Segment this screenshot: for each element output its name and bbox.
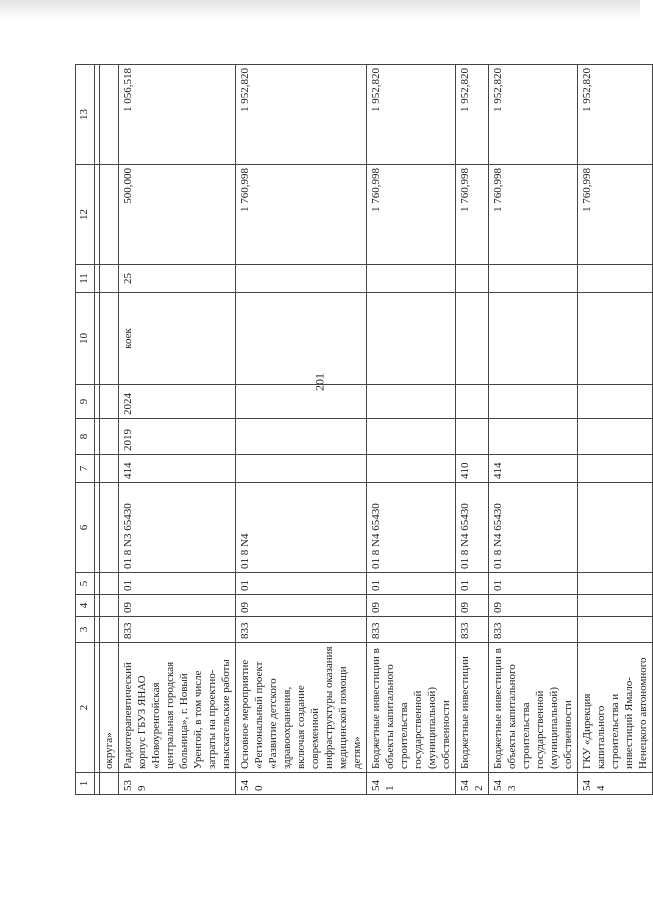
cell-c7: 414 xyxy=(119,455,236,483)
row-number: 541 xyxy=(367,773,456,795)
row-number: 539 xyxy=(119,773,236,795)
cell-c7 xyxy=(236,455,367,483)
header-cell: 5 xyxy=(76,573,95,595)
cell-c9 xyxy=(367,385,456,419)
cell-c4: 09 xyxy=(456,595,489,617)
cell-c11 xyxy=(367,265,456,293)
cell-c8 xyxy=(489,419,578,455)
cell-c5: 01 xyxy=(236,573,367,595)
cell-c7 xyxy=(100,455,119,483)
table-row xyxy=(578,65,653,795)
scan-top-edge xyxy=(0,0,640,20)
cell-c3 xyxy=(578,617,653,643)
row-description: округа» xyxy=(100,643,119,773)
cell-c10 xyxy=(236,293,367,385)
cell-c13: 1 952,820 xyxy=(578,65,653,165)
row-number xyxy=(100,773,119,795)
cell-c3: 833 xyxy=(456,617,489,643)
budget-table xyxy=(75,64,653,795)
cell-c6 xyxy=(100,483,119,573)
header-cell: 4 xyxy=(76,595,95,617)
cell-c3: 833 xyxy=(367,617,456,643)
header-cell: 10 xyxy=(76,293,95,385)
cell-c12: 1 760,998 xyxy=(489,165,578,265)
cell-c9 xyxy=(489,385,578,419)
cell-c10 xyxy=(456,293,489,385)
cell-c12 xyxy=(100,165,119,265)
header-cell: 1 xyxy=(76,773,95,795)
cell-c5: 01 xyxy=(119,573,236,595)
cell-c10: коек xyxy=(119,293,236,385)
row-description: Бюджетные инвестиции в объекты капитального строительства государственной (муниципальной) собственности xyxy=(367,643,456,773)
header-cell: 11 xyxy=(76,265,95,293)
cell-c9: 2024 xyxy=(119,385,236,419)
cell-c7: 410 xyxy=(456,455,489,483)
row-description: Бюджетные инвестиции xyxy=(456,643,489,773)
cell-c6: 01 8 N4 65430 xyxy=(489,483,578,573)
cell-c11 xyxy=(578,265,653,293)
cell-c6: 01 8 N4 65430 xyxy=(367,483,456,573)
table-row xyxy=(489,65,578,795)
cell-c4 xyxy=(100,595,119,617)
cell-c10 xyxy=(100,293,119,385)
cell-c13: 1 952,820 xyxy=(236,65,367,165)
cell-c6: 01 8 N3 65430 xyxy=(119,483,236,573)
table-row xyxy=(456,65,489,795)
cell-c8 xyxy=(456,419,489,455)
header-cell: 9 xyxy=(76,385,95,419)
cell-c5: 01 xyxy=(489,573,578,595)
row-number: 544 xyxy=(578,773,653,795)
header-row xyxy=(76,65,95,795)
cell-c11 xyxy=(236,265,367,293)
row-number: 543 xyxy=(489,773,578,795)
header-cell: 2 xyxy=(76,643,95,773)
cell-c8: 2019 xyxy=(119,419,236,455)
cell-c7 xyxy=(367,455,456,483)
cell-c10 xyxy=(367,293,456,385)
cell-c12: 1 760,998 xyxy=(456,165,489,265)
header-cell: 12 xyxy=(76,165,95,265)
cell-c4: 09 xyxy=(367,595,456,617)
cell-c4: 09 xyxy=(489,595,578,617)
cell-c4 xyxy=(578,595,653,617)
cell-c12: 1 760,998 xyxy=(236,165,367,265)
cell-c7: 414 xyxy=(489,455,578,483)
table-row xyxy=(367,65,456,795)
cell-c9 xyxy=(456,385,489,419)
cell-c12: 1 760,998 xyxy=(367,165,456,265)
cell-c5 xyxy=(100,573,119,595)
row-number: 540 xyxy=(236,773,367,795)
cell-c11 xyxy=(100,265,119,293)
cell-c13: 1 952,820 xyxy=(456,65,489,165)
cell-c11 xyxy=(456,265,489,293)
cell-c6: 01 8 N4 65430 xyxy=(456,483,489,573)
cell-c5: 01 xyxy=(456,573,489,595)
cell-c9 xyxy=(100,385,119,419)
cell-c8 xyxy=(100,419,119,455)
table-row xyxy=(100,65,119,795)
header-cell: 6 xyxy=(76,483,95,573)
cell-c5: 01 xyxy=(367,573,456,595)
cell-c12: 500,000 xyxy=(119,165,236,265)
cell-c9 xyxy=(236,385,367,419)
cell-c10 xyxy=(578,293,653,385)
table-row xyxy=(119,65,236,795)
header-cell: 3 xyxy=(76,617,95,643)
cell-c8 xyxy=(236,419,367,455)
cell-c8 xyxy=(578,419,653,455)
row-description: Бюджетные инвестиции в объекты капитального строительства государственной (муниципальной) собственности xyxy=(489,643,578,773)
cell-c13: 1 056,518 xyxy=(119,65,236,165)
cell-c13: 1 952,820 xyxy=(367,65,456,165)
row-number: 542 xyxy=(456,773,489,795)
cell-c3: 833 xyxy=(119,617,236,643)
cell-c13 xyxy=(100,65,119,165)
cell-c10 xyxy=(489,293,578,385)
row-description: Основное мероприятие «Региональный проект «Развитие детского здравоохранения, включая создание современной инфраструктуры оказания медицинской помощи детям» xyxy=(236,643,367,773)
cell-c3 xyxy=(100,617,119,643)
header-cell: 8 xyxy=(76,419,95,455)
header-cell: 7 xyxy=(76,455,95,483)
cell-c6 xyxy=(578,483,653,573)
cell-c13: 1 952,820 xyxy=(489,65,578,165)
page-number: 201 xyxy=(312,373,327,391)
cell-c9 xyxy=(578,385,653,419)
cell-c12: 1 760,998 xyxy=(578,165,653,265)
cell-c11: 25 xyxy=(119,265,236,293)
rotated-table-container xyxy=(75,65,649,795)
row-description: ГКУ «Дирекция капитального строительства и инвестиций Ямало-Ненецкого автономного xyxy=(578,643,653,773)
cell-c8 xyxy=(367,419,456,455)
header-cell: 13 xyxy=(76,65,95,165)
cell-c11 xyxy=(489,265,578,293)
cell-c4: 09 xyxy=(119,595,236,617)
table-row xyxy=(236,65,367,795)
cell-c7 xyxy=(578,455,653,483)
cell-c4: 09 xyxy=(236,595,367,617)
cell-c3: 833 xyxy=(489,617,578,643)
cell-c3: 833 xyxy=(236,617,367,643)
cell-c6: 01 8 N4 xyxy=(236,483,367,573)
row-description: Радиотерапевтический корпус ГБУЗ ЯНАО «Новоуренгойская центральная городская больница», г. Новый Уренгой, в том числе затраты на проектно-изыскательские работы xyxy=(119,643,236,773)
cell-c5 xyxy=(578,573,653,595)
